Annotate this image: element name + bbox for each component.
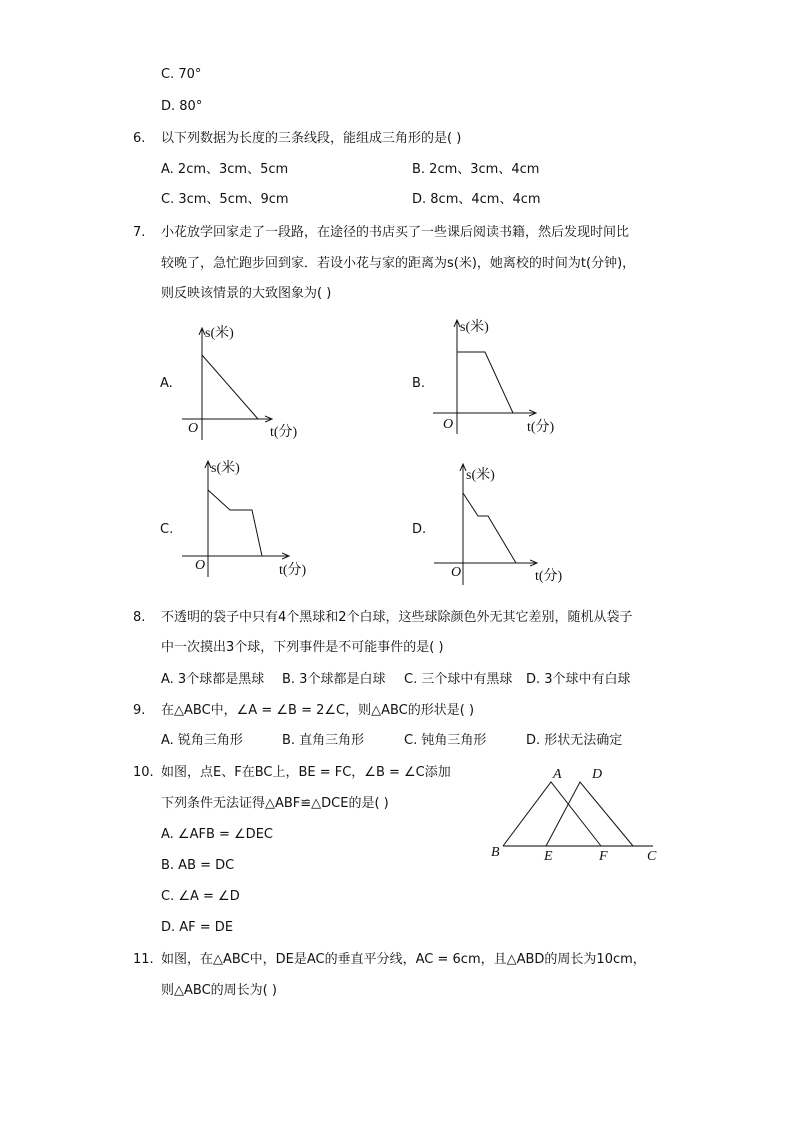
point-c-label: C bbox=[647, 849, 657, 864]
q10-option-d: D. AF = DE bbox=[161, 920, 234, 935]
q8-option-c: C. 三个球中有黑球 bbox=[404, 672, 513, 687]
q9-text: 在△ABC中，∠A = ∠B = 2∠C，则△ABC的形状是( ) bbox=[161, 703, 475, 718]
q11-line-1: 如图，在△ABC中，DE是AC的垂直平分线，AC = 6cm，且△ABD的周长为10cm， bbox=[161, 952, 646, 967]
graph-d-line bbox=[463, 493, 516, 563]
graph-b-label: B. bbox=[412, 376, 426, 391]
graph-a-origin: O bbox=[188, 421, 199, 436]
graph-c-y-label: s(米) bbox=[211, 461, 240, 476]
q10-line-1: 如图，点E、F在BC上，BE = FC，∠B = ∠C添加 bbox=[161, 765, 451, 780]
graph-d-x-label: t(分) bbox=[535, 569, 563, 584]
graph-b-x-label: t(分) bbox=[527, 420, 555, 435]
q8-line-2: 中一次摸出3个球，下列事件是不可能事件的是( ) bbox=[161, 640, 444, 655]
graph-c-label: C. bbox=[160, 522, 174, 537]
q5-option-c: C. 70° bbox=[161, 67, 202, 82]
q6-option-b: B. 2cm、3cm、4cm bbox=[412, 162, 540, 177]
q9-option-d: D. 形状无法确定 bbox=[526, 733, 623, 748]
graph-c-x-label: t(分) bbox=[279, 563, 307, 578]
graph-b-origin: O bbox=[443, 417, 454, 432]
graph-a-line bbox=[202, 355, 258, 419]
q9-option-b: B. 直角三角形 bbox=[282, 733, 365, 748]
q7-line-1: 小花放学回家走了一段路，在途径的书店买了一些课后阅读书籍，然后发现时间比 bbox=[161, 225, 630, 240]
q9-number: 9. bbox=[133, 703, 146, 718]
q11-line-2: 则△ABC的周长为( ) bbox=[161, 983, 277, 998]
q10-triangle-figure bbox=[503, 782, 653, 846]
q8-option-a: A. 3个球都是黑球 bbox=[161, 672, 265, 687]
graph-d-y-label: s(米) bbox=[466, 468, 495, 483]
q6-text: 以下列数据为长度的三条线段，能组成三角形的是( ) bbox=[161, 131, 462, 146]
q8-line-1: 不透明的袋子中只有4个黑球和2个白球，这些球除颜色外无其它差别，随机从袋子 bbox=[161, 610, 633, 625]
q7-line-2: 较晚了，急忙跑步回到家．若设小花与家的距离为s(米)，她离校的时间为t(分钟)， bbox=[161, 256, 636, 271]
q9-option-c: C. 钝角三角形 bbox=[404, 733, 487, 748]
q10-option-b: B. AB = DC bbox=[161, 858, 235, 873]
q8-option-b: B. 3个球都是白球 bbox=[282, 672, 386, 687]
q11-number: 11. bbox=[133, 952, 154, 967]
q8-option-d: D. 3个球中有白球 bbox=[526, 672, 631, 687]
graph-a-label: A. bbox=[160, 376, 173, 391]
graph-d-label: D. bbox=[412, 522, 427, 537]
graph-a-x-label: t(分) bbox=[270, 425, 298, 440]
q9-option-a: A. 锐角三角形 bbox=[161, 733, 243, 748]
q6-number: 6. bbox=[133, 131, 146, 146]
q10-option-c: C. ∠A = ∠D bbox=[161, 889, 240, 904]
q8-number: 8. bbox=[133, 610, 146, 625]
q10-number: 10. bbox=[133, 765, 154, 780]
graph-b-line bbox=[457, 352, 513, 413]
point-a-label: A bbox=[553, 767, 562, 782]
q10-option-a: A. ∠AFB = ∠DEC bbox=[161, 827, 273, 842]
q7-line-3: 则反映该情景的大致图象为( ) bbox=[161, 286, 332, 301]
point-f-label: F bbox=[599, 849, 608, 864]
q7-number: 7. bbox=[133, 225, 146, 240]
q5-option-d: D. 80° bbox=[161, 99, 203, 114]
point-d-label: D bbox=[592, 767, 603, 782]
q6-option-a: A. 2cm、3cm、5cm bbox=[161, 162, 289, 177]
q6-option-c: C. 3cm、5cm、9cm bbox=[161, 192, 289, 207]
graph-b-y-label: s(米) bbox=[460, 320, 489, 335]
point-e-label: E bbox=[544, 849, 553, 864]
graph-a-y-label: s(米) bbox=[205, 326, 234, 341]
point-b-label: B bbox=[491, 845, 500, 860]
graph-c-origin: O bbox=[195, 558, 206, 573]
graph-d-origin: O bbox=[451, 565, 462, 580]
q10-line-2: 下列条件无法证得△ABF≌△DCE的是( ) bbox=[161, 796, 389, 811]
graph-c-line bbox=[208, 490, 262, 556]
q6-option-d: D. 8cm、4cm、4cm bbox=[412, 192, 541, 207]
